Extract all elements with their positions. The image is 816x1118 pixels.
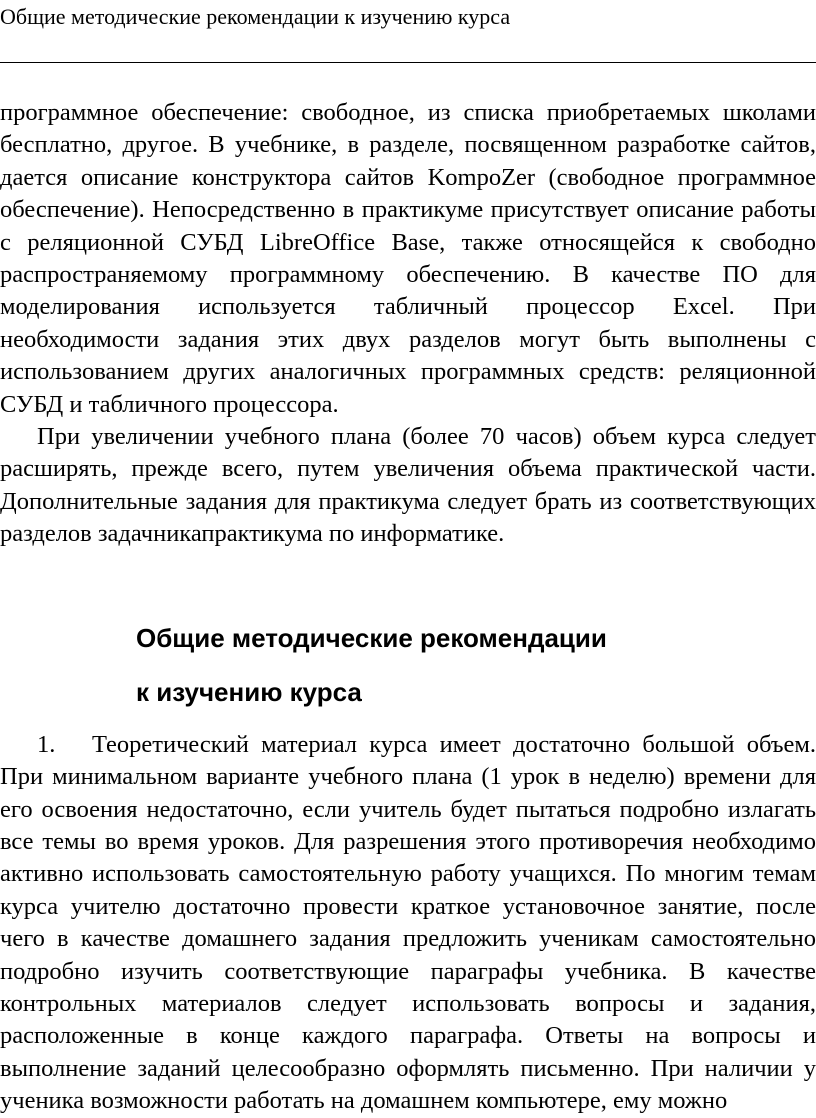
list-item-1 bbox=[0, 729, 816, 1118]
section-heading-line-2: к изучению курса bbox=[136, 676, 362, 707]
section-heading bbox=[136, 611, 816, 719]
list-item-text: Теоретический материал курса имеет достаточно большой объем. При минимальном варианте учебного плана (1 урок в неделю) времени для его освоения недостаточно, если учитель будет пытаться подробно излагать все темы во время уроков. Для разрешения этого противоречия необходимо активно использовать самостоятельную работу учащихся. По многим темам курса учителю достаточно провести краткое установочное занятие, после чего в качестве домашнего задания предложить ученикам самостоятельно подробно изучить соответствующие параграфы учебника. В качестве контрольных материалов следует использовать вопросы и задания, расположенные в конце каждого параграфа. Ответы на вопросы и выполнение заданий целесообразно оформлять письменно. При наличии у ученика возможности работать на домашнем компьютере, ему можно bbox=[0, 730, 816, 1115]
list-item-number: 1. bbox=[37, 730, 56, 758]
paragraph-extended-plan: При увеличении учебного плана (более 70 часов) объем курса следует расширять, прежде всего, путем увеличения объема практической части. Дополнительные задания для практикума следует брать из соответствующих разделов задачникапрактикума по информатике. bbox=[0, 423, 816, 548]
paragraph-software: программное обеспечение: свободное, из списка приобретаемых школами бесплатно, другое. В учебнике, в разделе, посвященном разработке сайтов, дается описание конструктора сайтов KompoZer (свободное программное обеспечение). Непосредственно в практикуме присутствует описание работы с реляционной СУБД LibreOffice Base, также относящейся к свободно распространяемому программному обеспечению. В качестве ПО для моделирования используется табличный процессор Excel. При необходимости задания этих двух разделов могут быть выполнены с использованием других аналогичных программных средств: реляционной СУБД и табличного процессора. bbox=[0, 99, 816, 418]
header-divider bbox=[0, 62, 816, 63]
running-header: Общие методические рекомендации к изучению курса bbox=[0, 4, 511, 29]
section-heading-line-1: Общие методические рекомендации bbox=[136, 622, 607, 653]
document-body bbox=[0, 97, 816, 1118]
